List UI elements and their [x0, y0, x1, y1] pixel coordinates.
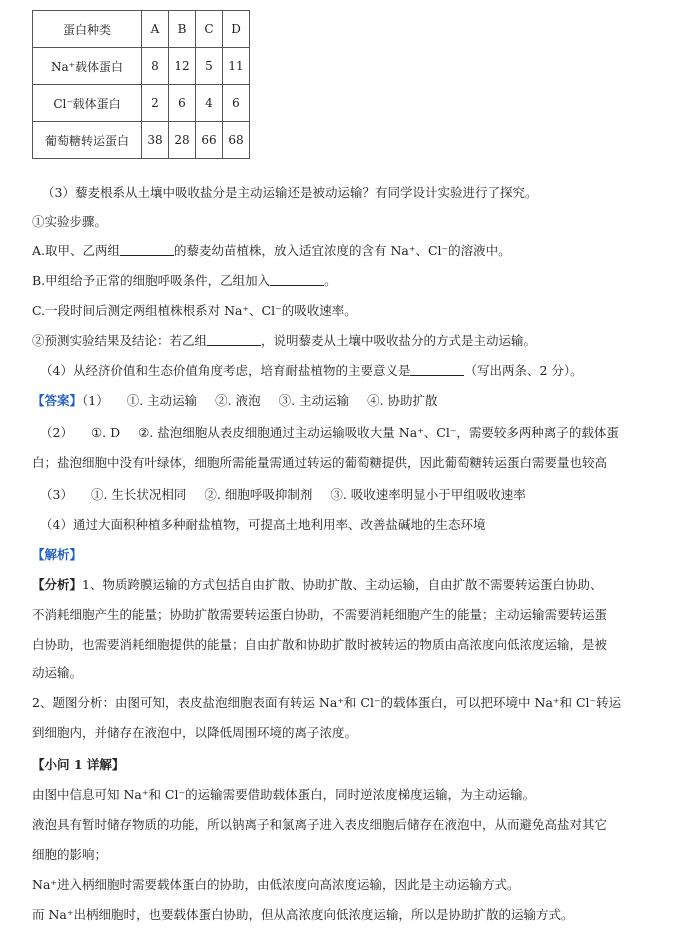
answer-3-prefix: （3） — [40, 487, 73, 502]
answer-1-item: ④. 协助扩散 — [367, 393, 438, 408]
header-cell: D — [223, 11, 250, 48]
analysis-label: 【解析】 — [32, 547, 83, 562]
q4-question — [40, 362, 676, 380]
row-label: Na⁺载体蛋白 — [33, 48, 142, 85]
q3-step-a — [32, 242, 676, 260]
answer-1-prefix: （1） — [82, 393, 109, 408]
q3-predict-pre: ②预测实验结果及结论：若乙组 — [32, 333, 208, 348]
answer-line-4: （4）通过大面积种植多种耐盐植物，可提高土地利用率、改善盐碱地的生态环境 — [40, 517, 486, 532]
answer-2-prefix: （2） — [40, 425, 73, 440]
sub1-line-5: 而 Na⁺出柄细胞时，也要载体蛋白协助，但从高浓度向低浓度运输，所以是协助扩散的运输方式。 — [32, 907, 574, 922]
answer-3-item: ③. 吸收速率明显小于甲组吸收速率 — [330, 487, 526, 502]
answer-line-2 — [40, 424, 676, 442]
q4-pre: （4）从经济价值和生态价值角度考虑，培育耐盐植物的主要意义是 — [40, 363, 411, 378]
table-row — [33, 85, 250, 122]
row-label: Cl⁻载体蛋白 — [33, 85, 142, 122]
table-cell: 38 — [142, 122, 169, 159]
table-cell: 2 — [142, 85, 169, 122]
q4-post: （写出两条、2 分）。 — [464, 363, 583, 378]
answer-3-item: ①. 生长状况相同 — [90, 487, 187, 502]
table-cell: 6 — [169, 85, 196, 122]
analysis-item2-2: 到细胞内，并储存在液泡中，以降低周围环境的离子浓度。 — [32, 725, 358, 740]
answer-1-item: ③. 主动运输 — [278, 393, 350, 408]
q3-step-a-pre: A.取甲、乙两组 — [32, 243, 121, 258]
q3-intro: （3）藜麦根系从土壤中吸收盐分是主动运输还是被动运输？有同学设计实验进行了探究。 — [42, 185, 538, 200]
header-cell: A — [142, 11, 169, 48]
sub1-line-4: Na⁺进入柄细胞时需要载体蛋白的协助，由低浓度向高浓度运输，因此是主动运输方式。 — [32, 877, 520, 892]
q3-predict-post: ，说明藜麦从土壤中吸收盐分的方式是主动运输。 — [261, 333, 537, 348]
analysis-item2-1: 2、题图分析：由图可知，表皮盐泡细胞表面有转运 Na⁺和 Cl⁻的载体蛋白，可以把环境中 Na⁺和 Cl⁻转运 — [32, 695, 622, 710]
answer-blank — [120, 243, 174, 256]
table-cell: 8 — [142, 48, 169, 85]
q3-step-b-post: 。 — [324, 273, 337, 288]
sub1-line-2: 液泡具有暂时储存物质的功能，所以钠离子和氯离子进入表皮细胞后储存在液泡中，从而避免高盐对其它 — [32, 817, 608, 832]
q3-step-a-post: 的藜麦幼苗植株，放入适宜浓度的含有 Na⁺、Cl⁻的溶液中。 — [174, 243, 511, 258]
q3-step-b — [32, 272, 676, 290]
table-cell: 6 — [223, 85, 250, 122]
table-cell: 68 — [223, 122, 250, 159]
answer-line-2-cont: 白；盐泡细胞中没有叶绿体，细胞所需能量需通过转运的葡萄糖提供，因此葡萄糖转运蛋白需要量也较高 — [32, 455, 608, 470]
answer-line-3 — [40, 486, 676, 504]
sub1-label: 【小问 1 详解】 — [32, 757, 125, 772]
analysis-fenxi-3: 白协助，也需要消耗细胞提供的能量；自由扩散和协助扩散时被转运的物质由高浓度向低浓度运输，是被 — [32, 637, 608, 652]
table-cell: 12 — [169, 48, 196, 85]
table-cell: 11 — [223, 48, 250, 85]
header-cell: B — [169, 11, 196, 48]
fenxi-text: 1、物质跨膜运输的方式包括自由扩散、协助扩散、主动运输，自由扩散不需要转运蛋白协助、 — [82, 577, 603, 592]
table-cell: 66 — [196, 122, 223, 159]
analysis-fenxi-4: 动运输。 — [32, 665, 83, 680]
answer-blank — [410, 363, 464, 376]
q3-step-c: C.一段时间后测定两组植株根系对 Na⁺、Cl⁻的吸收速率。 — [32, 303, 357, 318]
q3-predict — [32, 332, 676, 350]
answer-line-1 — [32, 392, 676, 410]
q3-step-title: ①实验步骤。 — [32, 214, 108, 229]
answer-2-item: ②. 盐泡细胞从表皮细胞通过主动运输吸收大量 Na⁺、Cl⁻，需要较多两种离子的载体蛋 — [138, 425, 619, 440]
analysis-fenxi-1 — [32, 576, 676, 594]
table-cell: 28 — [169, 122, 196, 159]
sub1-line-3: 细胞的影响； — [32, 847, 108, 862]
table-row — [33, 48, 250, 85]
answer-blank — [270, 273, 324, 286]
answer-1-item: ①. 主动运输 — [126, 393, 198, 408]
protein-table — [32, 10, 250, 159]
table-header-row — [33, 11, 250, 48]
header-cell: C — [196, 11, 223, 48]
analysis-fenxi-2: 不消耗细胞产生的能量；协助扩散需要转运蛋白协助，不需要消耗细胞产生的能量；主动运输需要转运蛋 — [32, 607, 608, 622]
table-row — [33, 122, 250, 159]
answer-3-item: ②. 细胞呼吸抑制剂 — [204, 487, 313, 502]
answer-blank — [207, 333, 261, 346]
table-cell: 5 — [196, 48, 223, 85]
q3-step-b-pre: B.甲组给予正常的细胞呼吸条件，乙组加入 — [32, 273, 271, 288]
answer-1-item: ②. 液泡 — [215, 393, 261, 408]
row-label: 葡萄糖转运蛋白 — [33, 122, 142, 159]
answer-2-item: ①. D — [90, 425, 121, 440]
table-cell: 4 — [196, 85, 223, 122]
fenxi-label: 【分析】 — [32, 577, 83, 592]
answer-label: 【答案】 — [32, 393, 83, 408]
sub1-line-1: 由图中信息可知 Na⁺和 Cl⁻的运输需要借助载体蛋白，同时逆浓度梯度运输，为主动运输。 — [32, 787, 536, 802]
header-cell: 蛋白种类 — [33, 11, 142, 48]
